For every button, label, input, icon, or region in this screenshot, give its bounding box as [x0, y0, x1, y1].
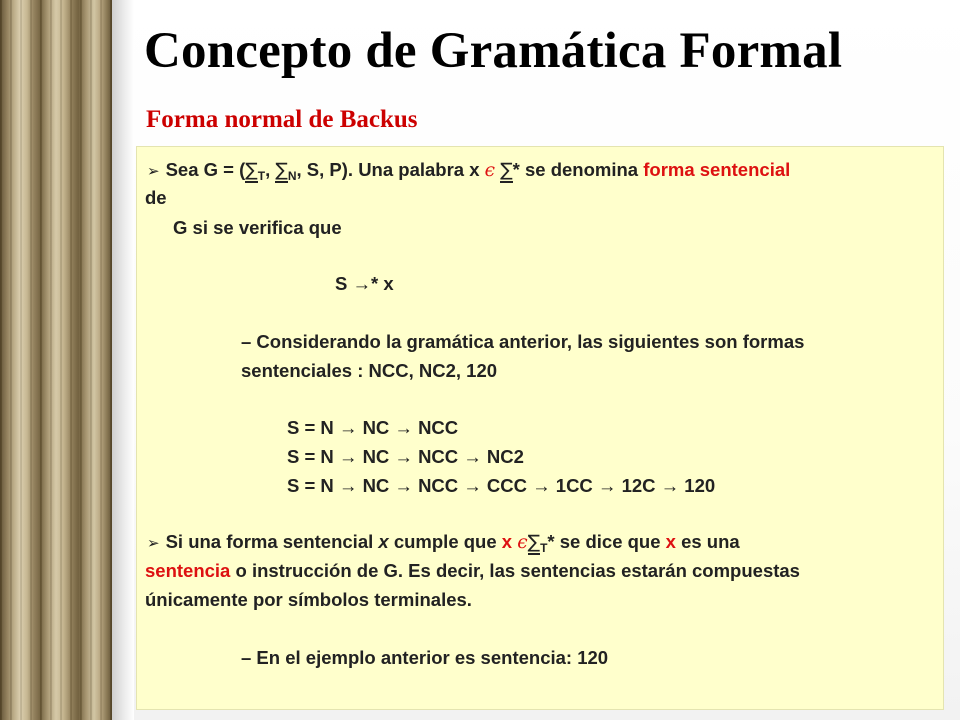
epsilon-symbol: ϵ	[517, 532, 528, 553]
term-sentencia: sentencia	[145, 560, 231, 581]
content-box	[136, 146, 944, 710]
derivation-nc2: S = N → NC → NCC → NC2	[287, 446, 524, 467]
line-sentenciales: sentenciales : NCC, NC2, 120	[241, 360, 498, 381]
bullet-arrow-icon: ➢	[147, 535, 160, 552]
line-definition: ➢ Sea $G = (\sum_T$, $\sum_N$, S, P). Una palabra x ϵ ∑* se denominа forma sentencial	[147, 159, 791, 183]
line-considerando: – Considerando la gramática anterior, las siguientes son formas	[241, 331, 805, 352]
derivation-120: S = N → NC → NCC → CCC → 1CC → 12C → 120	[287, 475, 716, 496]
decorative-column	[0, 0, 112, 720]
line-de: de	[145, 187, 167, 208]
line-verifica: G si se verifica que	[173, 217, 342, 238]
sigma-symbol: ∑	[275, 160, 288, 181]
sigma-symbol: ∑	[500, 160, 513, 181]
slide-subtitle: Forma normal de Backus	[146, 106, 418, 133]
bullet-arrow-icon: ➢	[147, 163, 160, 180]
epsilon-symbol: ϵ	[484, 160, 496, 181]
derivation-ncc: S = N → NC → NCC	[287, 417, 459, 438]
sigma-symbol: ∑	[527, 532, 541, 553]
column-shadow	[112, 0, 134, 720]
line-si-una-forma: ➢ Si una forma sentencial x cumple que x $\epsilon\sum_T*$ se dice que x es una	[147, 531, 740, 555]
sigma-symbol: ∑	[245, 160, 258, 181]
slide-title: Concepto de Gramática Formal	[144, 23, 843, 79]
line-ejemplo: – En el ejemplo anterior es sentencia: 120	[241, 647, 609, 668]
term-forma-sentencial: forma sentencial	[643, 159, 791, 180]
line-derivation: S →* x	[335, 273, 394, 294]
line-sentencia: sentencia o instrucción de G. Es decir, las sentencias estarán compuestas	[145, 560, 800, 581]
line-terminales: únicamente por símbolos terminales.	[145, 589, 472, 610]
